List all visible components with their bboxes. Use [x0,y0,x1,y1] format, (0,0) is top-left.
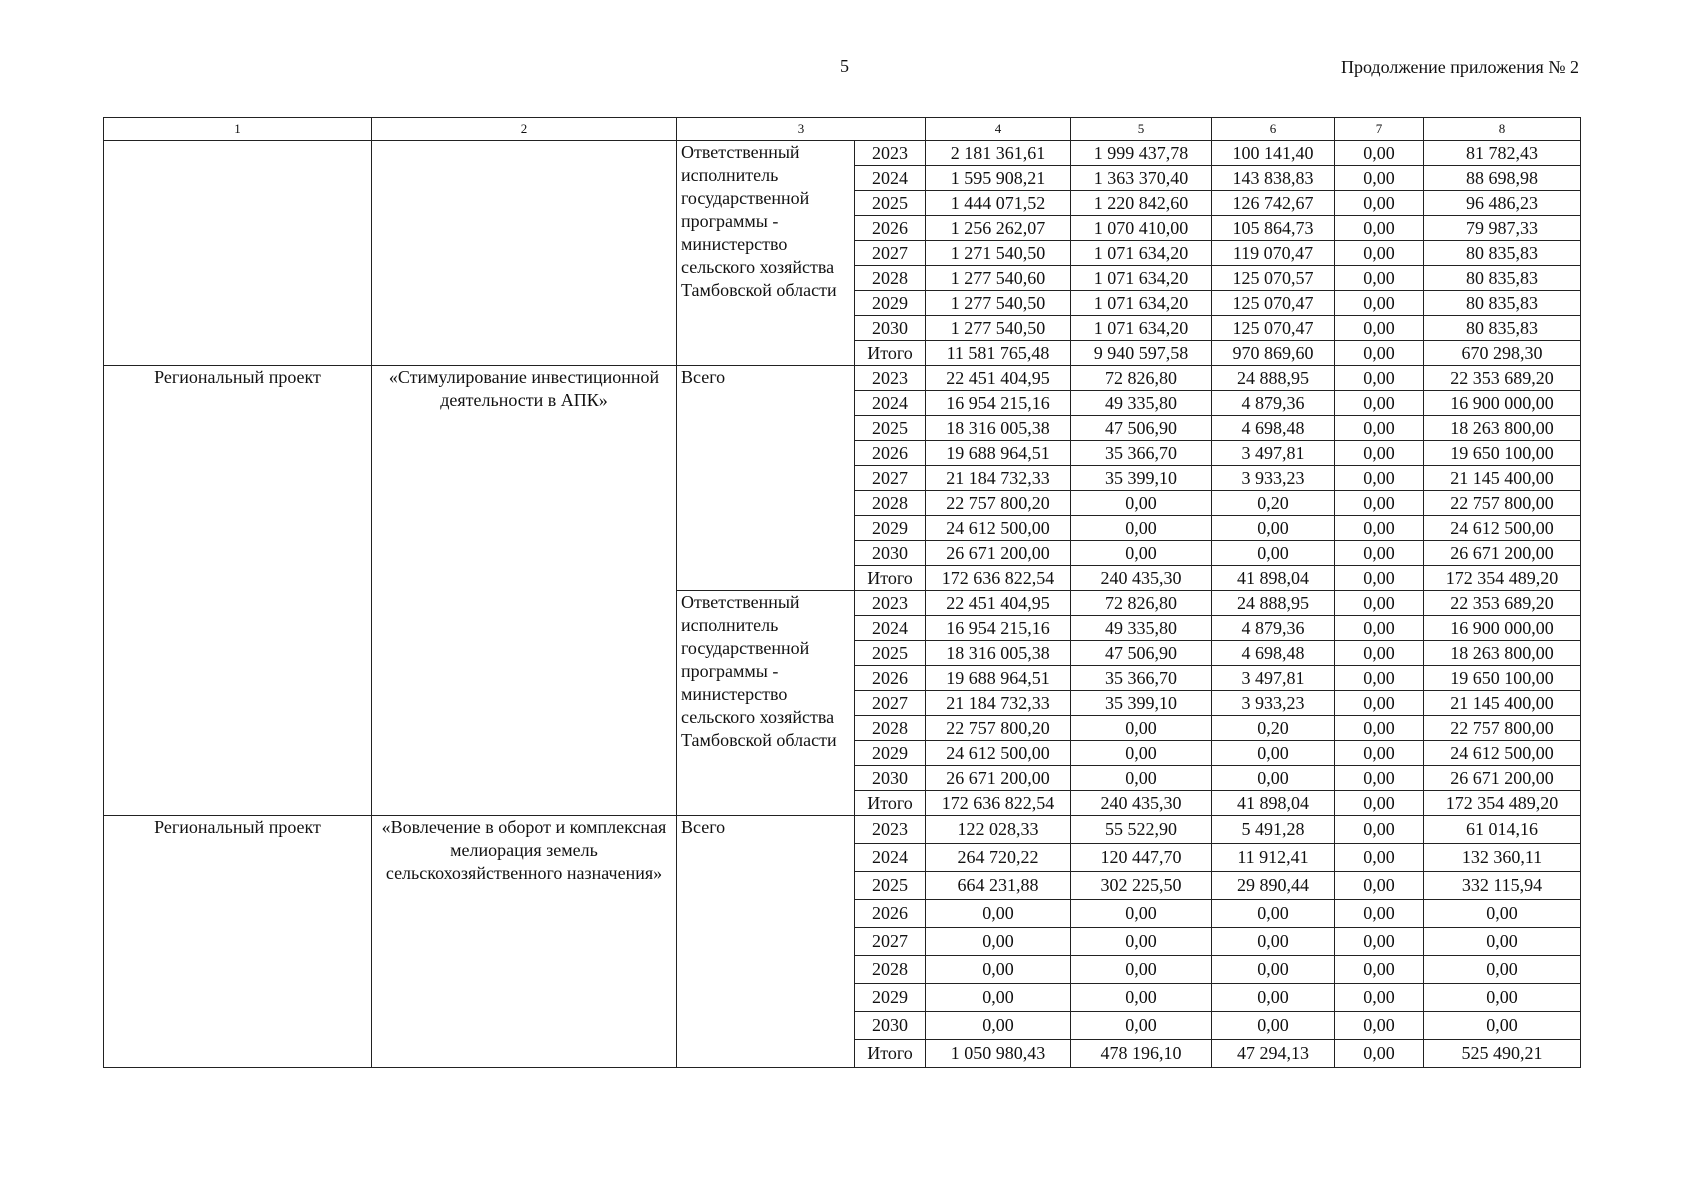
amount-cell: 1 277 540,50 [926,316,1071,341]
amount-cell: 47 294,13 [1212,1040,1335,1068]
amount-cell: 240 435,30 [1071,566,1212,591]
header-cell: 6 [1212,118,1335,141]
header-cell: 8 [1424,118,1581,141]
amount-cell: 19 650 100,00 [1424,441,1581,466]
project-name-cell: «Стимулирование инвестиционной деятельности в АПК» [372,366,677,816]
header-cell: 5 [1071,118,1212,141]
amount-cell: 0,00 [1335,316,1424,341]
page-number: 5 [840,56,849,76]
amount-cell: 0,00 [1424,928,1581,956]
amount-cell: 16 900 000,00 [1424,391,1581,416]
amount-cell: 24 612 500,00 [926,516,1071,541]
amount-cell: 0,00 [1335,491,1424,516]
amount-cell: 1 070 410,00 [1071,216,1212,241]
amount-cell: 0,00 [1071,716,1212,741]
amount-cell: 119 070,47 [1212,241,1335,266]
amount-cell: 1 277 540,60 [926,266,1071,291]
amount-cell: 0,20 [1212,491,1335,516]
executor-cell: Ответственный исполнитель государственной программы - министерство сельского хозяйства Тамбовской области [677,141,855,366]
year-cell: 2025 [855,191,926,216]
amount-cell: 80 835,83 [1424,316,1581,341]
amount-cell: 24 612 500,00 [1424,741,1581,766]
year-cell: Итого [855,791,926,816]
amount-cell: 1 050 980,43 [926,1040,1071,1068]
amount-cell: 24 612 500,00 [1424,516,1581,541]
amount-cell: 172 354 489,20 [1424,791,1581,816]
amount-cell: 0,00 [1335,984,1424,1012]
amount-cell: 0,00 [1071,984,1212,1012]
year-cell: 2025 [855,416,926,441]
amount-cell: 0,00 [1335,291,1424,316]
year-cell: 2024 [855,844,926,872]
project-name-cell: «Вовлечение в оборот и комплексная мелиорация земель сельскохозяйственного назначения» [372,816,677,1068]
amount-cell: 4 879,36 [1212,391,1335,416]
table-body [104,141,1581,1068]
year-cell: Итого [855,341,926,366]
project-name-cell [372,141,677,366]
amount-cell: 80 835,83 [1424,266,1581,291]
year-cell: 2025 [855,641,926,666]
table-row [104,816,1581,844]
amount-cell: 0,00 [1335,416,1424,441]
executor-cell: Всего [677,366,855,591]
amount-cell: 1 256 262,07 [926,216,1071,241]
year-cell: 2028 [855,491,926,516]
amount-cell: 0,00 [1335,266,1424,291]
amount-cell: 0,00 [1071,766,1212,791]
amount-cell: 0,00 [1424,984,1581,1012]
amount-cell: 18 263 800,00 [1424,416,1581,441]
amount-cell: 5 491,28 [1212,816,1335,844]
amount-cell: 3 497,81 [1212,666,1335,691]
amount-cell: 0,00 [1335,366,1424,391]
amount-cell: 3 933,23 [1212,691,1335,716]
year-cell: 2028 [855,266,926,291]
amount-cell: 664 231,88 [926,872,1071,900]
year-cell: 2026 [855,666,926,691]
amount-cell: 22 451 404,95 [926,591,1071,616]
amount-cell: 61 014,16 [1424,816,1581,844]
amount-cell: 0,00 [1212,900,1335,928]
year-cell: 2028 [855,956,926,984]
amount-cell: 0,00 [1424,956,1581,984]
amount-cell: 22 757 800,20 [926,491,1071,516]
year-cell: 2023 [855,816,926,844]
year-cell: Итого [855,1040,926,1068]
amount-cell: 1 999 437,78 [1071,141,1212,166]
amount-cell: 35 366,70 [1071,441,1212,466]
year-cell: Итого [855,566,926,591]
amount-cell: 26 671 200,00 [1424,541,1581,566]
amount-cell: 0,00 [1335,1040,1424,1068]
amount-cell: 132 360,11 [1424,844,1581,872]
amount-cell: 0,00 [926,1012,1071,1040]
amount-cell: 41 898,04 [1212,566,1335,591]
amount-cell: 2 181 361,61 [926,141,1071,166]
amount-cell: 0,00 [1335,391,1424,416]
amount-cell: 0,00 [1071,516,1212,541]
amount-cell: 80 835,83 [1424,291,1581,316]
amount-cell: 0,00 [1335,1012,1424,1040]
category-cell: Региональный проект [104,366,372,816]
amount-cell: 0,00 [1335,216,1424,241]
category-cell: Региональный проект [104,816,372,1068]
amount-cell: 0,00 [1212,1012,1335,1040]
amount-cell: 35 399,10 [1071,691,1212,716]
amount-cell: 0,00 [1335,166,1424,191]
amount-cell: 96 486,23 [1424,191,1581,216]
amount-cell: 35 366,70 [1071,666,1212,691]
amount-cell: 0,00 [1335,956,1424,984]
amount-cell: 21 184 732,33 [926,466,1071,491]
amount-cell: 19 688 964,51 [926,441,1071,466]
amount-cell: 0,00 [1335,516,1424,541]
amount-cell: 21 145 400,00 [1424,466,1581,491]
amount-cell: 0,00 [1212,766,1335,791]
year-cell: 2030 [855,316,926,341]
amount-cell: 18 316 005,38 [926,641,1071,666]
amount-cell: 22 451 404,95 [926,366,1071,391]
amount-cell: 1 271 540,50 [926,241,1071,266]
amount-cell: 1 071 634,20 [1071,241,1212,266]
amount-cell: 3 933,23 [1212,466,1335,491]
amount-cell: 24 612 500,00 [926,741,1071,766]
amount-cell: 0,00 [926,900,1071,928]
year-cell: 2027 [855,691,926,716]
amount-cell: 0,00 [1424,1012,1581,1040]
amount-cell: 0,00 [1335,566,1424,591]
year-cell: 2023 [855,366,926,391]
amount-cell: 0,00 [926,956,1071,984]
header-cell: 1 [104,118,372,141]
year-cell: 2026 [855,441,926,466]
amount-cell: 0,00 [1212,928,1335,956]
executor-cell: Всего [677,816,855,1068]
year-cell: 2026 [855,900,926,928]
amount-cell: 0,00 [1212,541,1335,566]
amount-cell: 4 698,48 [1212,416,1335,441]
year-cell: 2027 [855,241,926,266]
amount-cell: 0,00 [1071,541,1212,566]
amount-cell: 0,00 [1335,766,1424,791]
amount-cell: 0,00 [1335,616,1424,641]
amount-cell: 16 954 215,16 [926,391,1071,416]
amount-cell: 11 581 765,48 [926,341,1071,366]
year-cell: 2023 [855,591,926,616]
header-cell: 7 [1335,118,1424,141]
amount-cell: 0,00 [1335,641,1424,666]
amount-cell: 22 353 689,20 [1424,591,1581,616]
amount-cell: 16 954 215,16 [926,616,1071,641]
amount-cell: 302 225,50 [1071,872,1212,900]
amount-cell: 0,00 [1335,716,1424,741]
header-cell: 2 [372,118,677,141]
amount-cell: 18 316 005,38 [926,416,1071,441]
table-row [104,141,1581,166]
year-cell: 2025 [855,872,926,900]
year-cell: 2029 [855,291,926,316]
amount-cell: 0,00 [1212,516,1335,541]
amount-cell: 125 070,57 [1212,266,1335,291]
amount-cell: 0,00 [1335,741,1424,766]
funding-table [103,117,1581,1068]
amount-cell: 3 497,81 [1212,441,1335,466]
amount-cell: 72 826,80 [1071,591,1212,616]
amount-cell: 35 399,10 [1071,466,1212,491]
amount-cell: 29 890,44 [1212,872,1335,900]
amount-cell: 41 898,04 [1212,791,1335,816]
amount-cell: 172 354 489,20 [1424,566,1581,591]
amount-cell: 126 742,67 [1212,191,1335,216]
amount-cell: 81 782,43 [1424,141,1581,166]
amount-cell: 0,00 [926,928,1071,956]
amount-cell: 0,00 [926,984,1071,1012]
amount-cell: 9 940 597,58 [1071,341,1212,366]
amount-cell: 478 196,10 [1071,1040,1212,1068]
header-row [104,118,1581,141]
amount-cell: 0,00 [1335,141,1424,166]
amount-cell: 0,00 [1335,441,1424,466]
amount-cell: 0,00 [1071,741,1212,766]
year-cell: 2028 [855,716,926,741]
amount-cell: 1 220 842,60 [1071,191,1212,216]
amount-cell: 525 490,21 [1424,1040,1581,1068]
amount-cell: 0,00 [1335,241,1424,266]
amount-cell: 0,20 [1212,716,1335,741]
amount-cell: 1 444 071,52 [926,191,1071,216]
amount-cell: 49 335,80 [1071,616,1212,641]
amount-cell: 55 522,90 [1071,816,1212,844]
amount-cell: 0,00 [1335,928,1424,956]
amount-cell: 4 698,48 [1212,641,1335,666]
year-cell: 2027 [855,928,926,956]
amount-cell: 21 184 732,33 [926,691,1071,716]
year-cell: 2026 [855,216,926,241]
amount-cell: 0,00 [1071,928,1212,956]
amount-cell: 16 900 000,00 [1424,616,1581,641]
year-cell: 2030 [855,766,926,791]
amount-cell: 0,00 [1335,666,1424,691]
year-cell: 2030 [855,1012,926,1040]
amount-cell: 172 636 822,54 [926,566,1071,591]
amount-cell: 100 141,40 [1212,141,1335,166]
amount-cell: 0,00 [1071,956,1212,984]
amount-cell: 26 671 200,00 [926,766,1071,791]
amount-cell: 0,00 [1212,741,1335,766]
amount-cell: 0,00 [1335,872,1424,900]
amount-cell: 72 826,80 [1071,366,1212,391]
amount-cell: 0,00 [1335,844,1424,872]
amount-cell: 0,00 [1335,791,1424,816]
amount-cell: 22 757 800,00 [1424,491,1581,516]
amount-cell: 0,00 [1071,491,1212,516]
amount-cell: 1 071 634,20 [1071,316,1212,341]
amount-cell: 120 447,70 [1071,844,1212,872]
amount-cell: 0,00 [1071,1012,1212,1040]
amount-cell: 0,00 [1424,900,1581,928]
amount-cell: 105 864,73 [1212,216,1335,241]
year-cell: 2030 [855,541,926,566]
header-cell: 3 [677,118,926,141]
amount-cell: 1 071 634,20 [1071,266,1212,291]
amount-cell: 172 636 822,54 [926,791,1071,816]
amount-cell: 125 070,47 [1212,316,1335,341]
amount-cell: 19 650 100,00 [1424,666,1581,691]
amount-cell: 1 363 370,40 [1071,166,1212,191]
amount-cell: 18 263 800,00 [1424,641,1581,666]
amount-cell: 970 869,60 [1212,341,1335,366]
year-cell: 2024 [855,616,926,641]
amount-cell: 0,00 [1335,466,1424,491]
amount-cell: 22 757 800,00 [1424,716,1581,741]
amount-cell: 79 987,33 [1424,216,1581,241]
year-cell: 2027 [855,466,926,491]
header-cell: 4 [926,118,1071,141]
amount-cell: 0,00 [1212,984,1335,1012]
executor-cell: Ответственный исполнитель государственной программы - министерство сельского хозяйства Тамбовской области [677,591,855,816]
amount-cell: 264 720,22 [926,844,1071,872]
amount-cell: 1 071 634,20 [1071,291,1212,316]
amount-cell: 26 671 200,00 [1424,766,1581,791]
category-cell [104,141,372,366]
amount-cell: 0,00 [1335,691,1424,716]
page-caption: Продолжение приложения № 2 [1340,57,1579,77]
amount-cell: 22 353 689,20 [1424,366,1581,391]
amount-cell: 143 838,83 [1212,166,1335,191]
amount-cell: 670 298,30 [1424,341,1581,366]
amount-cell: 4 879,36 [1212,616,1335,641]
amount-cell: 122 028,33 [926,816,1071,844]
amount-cell: 21 145 400,00 [1424,691,1581,716]
amount-cell: 47 506,90 [1071,416,1212,441]
amount-cell: 1 277 540,50 [926,291,1071,316]
amount-cell: 0,00 [1335,816,1424,844]
amount-cell: 0,00 [1335,341,1424,366]
amount-cell: 0,00 [1335,591,1424,616]
amount-cell: 47 506,90 [1071,641,1212,666]
amount-cell: 80 835,83 [1424,241,1581,266]
amount-cell: 26 671 200,00 [926,541,1071,566]
amount-cell: 0,00 [1335,191,1424,216]
amount-cell: 88 698,98 [1424,166,1581,191]
amount-cell: 240 435,30 [1071,791,1212,816]
year-cell: 2029 [855,984,926,1012]
amount-cell: 22 757 800,20 [926,716,1071,741]
amount-cell: 332 115,94 [1424,872,1581,900]
amount-cell: 1 595 908,21 [926,166,1071,191]
amount-cell: 19 688 964,51 [926,666,1071,691]
amount-cell: 0,00 [1212,956,1335,984]
year-cell: 2029 [855,741,926,766]
year-cell: 2023 [855,141,926,166]
year-cell: 2029 [855,516,926,541]
amount-cell: 11 912,41 [1212,844,1335,872]
amount-cell: 0,00 [1335,541,1424,566]
amount-cell: 49 335,80 [1071,391,1212,416]
amount-cell: 24 888,95 [1212,366,1335,391]
amount-cell: 0,00 [1335,900,1424,928]
year-cell: 2024 [855,391,926,416]
amount-cell: 24 888,95 [1212,591,1335,616]
table-row [104,366,1581,391]
amount-cell: 0,00 [1071,900,1212,928]
year-cell: 2024 [855,166,926,191]
amount-cell: 125 070,47 [1212,291,1335,316]
